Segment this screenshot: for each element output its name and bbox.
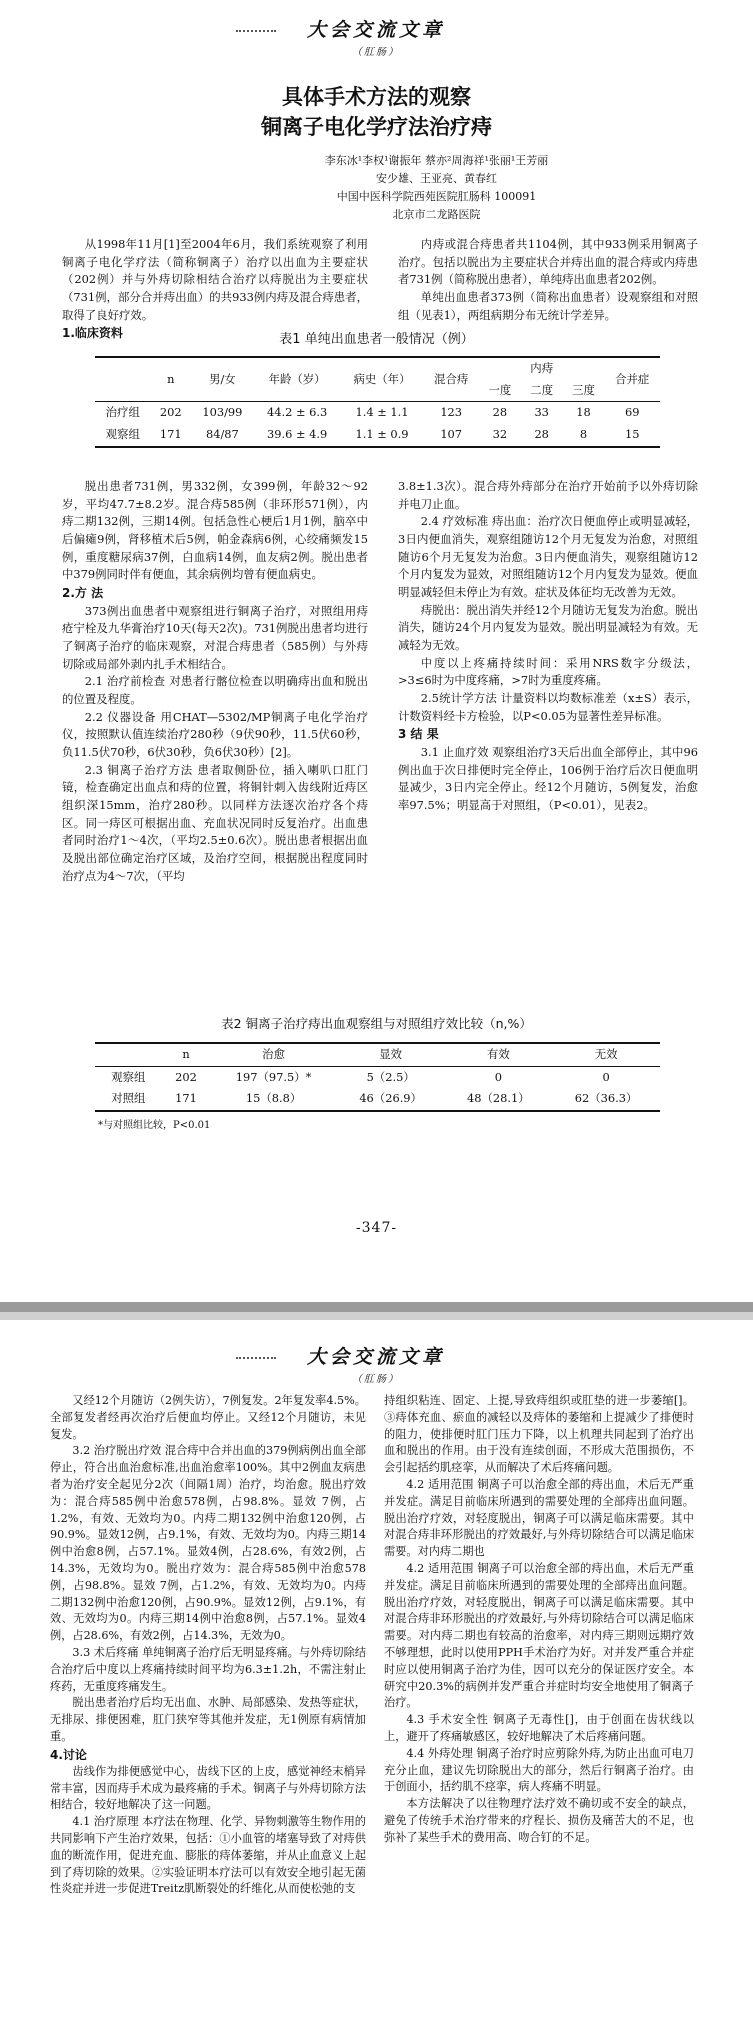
conference-sub: （肛肠） <box>352 47 400 59</box>
t1-cell: 39.6 ± 4.9 <box>266 427 328 442</box>
t1-cell: 1.1 ± 0.9 <box>355 427 409 442</box>
intro-left <box>62 236 368 343</box>
t2-header-marked: 显效 <box>379 1047 403 1061</box>
t1-cell: 202 <box>159 405 182 420</box>
t1-header-age: 年龄（岁） <box>268 371 326 386</box>
t1-header-sex: 男/女 <box>209 371 236 386</box>
t2-cell: 62（36.3） <box>574 1091 638 1106</box>
t1-cell: 28 <box>492 405 508 420</box>
body-paragraph: 2.3 铜离子治疗方法 患者取侧卧位，插入喇叭口肛门镜，检查确定出血点和痔的位置，将铜针刺入齿线附近痔区组织深15mm，治疗280秒。以同样方法逐次治疗各个痔区。同一痔区可根据出血、充血状况同时反复治疗。出血患者同时治疗1～4次，（平均2.5±0.6次）。脱出患者根据出血及脱出部位确定治疗区域，及治疗空间，根据脱出程度同时治疗点为4～7次，（平均 <box>62 762 368 883</box>
authors-line-2: 安少雄、王亚亮、黄春红 <box>376 172 497 185</box>
p2-body-left <box>50 1393 366 1898</box>
body-paragraph: 2.5统计学方法 计量资料以均数标准差（x±S）表示，计数资料经卡方检验，以P<0.05为显著性差异标准。 <box>398 691 698 723</box>
body-paragraph: 3.1 止血疗效 观察组治疗3天后出血全部停止，其中96例出血于次日排便时完全停止，106例于治疗后次日便血明显减少，3日内完全停止。经12个月随访，5例复发，治愈率97.5%；明显高于对照组，（P<0.01），见表2。 <box>398 745 698 813</box>
body-paragraph: 4.2 适用范围 铜离子可以治愈全部的痔出血，术后无严重并发症。满足目前临床所遇到的需要处理的全部痔出血问题。脱出治疗疗效，对轻度脱出，铜离子可以满足临床需要。其中对混合痔非环形脱出的疗效最好,与外痔切除结合可以满足临床需要。对内痔二期也 <box>384 1477 694 1559</box>
body-paragraph: 2.2 仪器设备 用CHAT—5302/MP铜离子电化学治疗仪，按照默认值连续治疗280秒（9伏90秒，11.5伏60秒，负11.5伏70秒，6伏30秒，负6伏30秒）[2]。 <box>62 709 368 759</box>
body-paragraph: 4.3 手术安全性 铜离子无毒性[]，由于创面在齿状线以上，避开了疼痛敏感区，较好地解决了术后疼痛问题。 <box>384 1713 694 1743</box>
body-right <box>398 478 698 815</box>
body-paragraph: 3.8±1.3次）。混合痔外痔部分在治疗开始前予以外痔切除并电刀止血。 <box>398 479 698 511</box>
t2-cell: 观察组 <box>111 1069 146 1084</box>
t1-cell: 28 <box>534 427 549 442</box>
t2-header-ineffective: 无效 <box>594 1047 618 1061</box>
t2-cell: 171 <box>175 1091 197 1106</box>
affiliation-2: 北京市二龙路医院 <box>392 208 481 221</box>
header-dots-left <box>236 1357 276 1360</box>
t1-header-internal: 内痔 <box>530 361 554 375</box>
t1-header-n: n <box>167 371 175 386</box>
page-348 <box>0 1335 753 2044</box>
separator-band-dark <box>0 1302 753 1312</box>
section-heading-clinical: 1.临床资料 <box>62 326 123 341</box>
body-paragraph: 本方法解决了以往物理疗法疗效不确切或不安全的缺点，避免了传统手术治疗带来的疗程长、损伤及痛苦大的不足，也弥补了某些手术的费用高、吻合钉的不足。 <box>384 1797 694 1844</box>
t1-cell: 44.2 ± 6.3 <box>266 405 328 420</box>
t2-cell: 0 <box>602 1069 610 1084</box>
affiliation-1: 中国中医科学院西苑医院肛肠科 100091 <box>336 190 537 203</box>
t2-cell: 197（97.5）* <box>235 1069 312 1084</box>
t1-cell: 18 <box>576 405 591 420</box>
table1 <box>95 356 660 448</box>
t1-cell: 69 <box>624 405 640 420</box>
conference-label: 大会交流文章 <box>306 19 445 41</box>
intro-paragraph: 从1998年11月[1]至2004年6月，我们系统观察了利用铜离子电化学疗法（简称铜离子）治疗以出血为主要症状（202例）并与外痔切除相结合治疗以痔脱出为主要症状（731例，部分合并痔出血）的共933例内痔及混合痔患者，取得了良好疗效。 <box>62 237 368 322</box>
body-paragraph: 4.4 外痔处理 铜离子治疗时应剪除外痔,为防止出血可电刀充分止血，建议先切除脱出大的部分，然后行铜离子治疗。由于创面小，括约肌不痉挛，病人疼痛不明显。 <box>384 1746 694 1794</box>
body-paragraph: 2.1 治疗前检查 对患者行髂位检查以明确痔出血和脱出的位置及程度。 <box>62 674 368 706</box>
t1-sub-1: 一度 <box>488 382 512 397</box>
t1-cell: 103/99 <box>202 405 243 420</box>
title-line-2: 铜离子电化学疗法治疗痔 <box>261 115 492 139</box>
t1-cell: 观察组 <box>105 427 140 442</box>
t1-cell: 32 <box>492 427 508 442</box>
table-row <box>95 1066 660 1088</box>
body-paragraph: 3.2 治疗脱出疗效 混合痔中合并出血的379例病例出血全部停止，符合出血治愈标准,出血治愈率100%。其中2例血友病患者为治疗安全起见分2次（间隔1周）治疗，均治愈。脱出疗效为：混合痔585例中治愈578例，占98.8%。显效 7例，占1.2%，有效、无效均为0。内痔二期132例中治愈120例，占90.9%。显效12例，占9.1%，有效、无效均为0。内痔三期14例中治愈8例，占57.1%。显效4例，占28.6%，有效2例，占14.3%，无效均为0。脱出疗效为：混合痔585例中治愈578例，占98.8%。显效 7例，占1.2%，有效、无效均为0。内痔二期132例中治愈120例，占90.9%。显效12例，占9.1%，有效、无效均为0。内痔三期14例中治愈8例，占57.1%。显效4例，占28.6%，有效2例，占14.3%，无效为0。 <box>50 1444 366 1643</box>
body-paragraph: 4.2 适用范围 铜离子可以治愈全部的痔出血，术后无严重并发症。满足目前临床所遇到的需要处理的全部痔出血问题。脱出治疗疗效，对轻度脱出，铜离子可以满足临床需要。其中对混合痔非环形脱出的疗效最好,与外痔切除结合可以满足临床需要。对内痔二期也有较高的治愈率，对内痔三期则远期疗效不够理想，此时以使用PPH手术治疗为好。对并发严重合并症时应以使用铜离子治疗为佳，因可以充分的保证医疗安全。本研究中20.3%的病例并发严重合并症时均安全地使用了铜离子治疗。 <box>384 1561 694 1710</box>
page-number: -347- <box>355 1220 398 1236</box>
author-block <box>60 152 753 224</box>
t1-cell: 1.4 ± 1.1 <box>355 405 409 420</box>
body-paragraph: 2.4 疗效标准 痔出血：治疗次日便血停止或明显减轻，3日内便血消失，观察组随访12个月无复发为治愈，对照组随访6个月无复发为治愈。3日内便血消失，观察组随访12个月内复发为显效，对照组随访12个月内复发为显效。便血明显减轻但未停止为有效。症状及体征均无改善为无效。 <box>398 514 698 600</box>
t2-header-cured: 治愈 <box>262 1047 285 1061</box>
body-paragraph: 脱出患者731例，男332例，女399例，年龄32～92岁，平均47.7±8.2岁。混合痔585例（非环形571例），内痔二期132例，三期14例。包括急性心梗后1月1例，脑卒中后偏瘫9例，肾移植术后5例，帕金森病6例，心绞痛频发15例，重度糖尿病37例，白血病14例，血友病2例。脱出患者中379例同时伴有便血，其余病例均曾有便血病史。 <box>62 479 368 582</box>
t2-cell: 0 <box>494 1069 502 1084</box>
t2-cell: 5（2.5） <box>366 1069 415 1084</box>
section-heading-discussion: 4.讨论 <box>50 1747 87 1762</box>
intro-right-paragraph-1: 内痔或混合痔患者共1104例，其中933例采用铜离子治疗。包括以脱出为主要症状合并痔出血的混合痔或内痔患者731例（简称脱出患者），单纯痔出血患者202例。 <box>398 237 698 287</box>
t2-cell: 46（26.9） <box>359 1091 422 1106</box>
authors-line-1: 李东冰¹李权¹谢振年 蔡亦²周海祥¹张丽¹王芳丽 <box>324 154 549 167</box>
t1-cell: 171 <box>159 427 182 442</box>
body-paragraph: 3.3 术后疼痛 单纯铜离子治疗后无明显疼痛。与外痔切除结合治疗后中度以上疼痛持续时间平均为6.3±1.2h，不需注射止疼药，无重度疼痛发生。 <box>50 1645 366 1693</box>
t1-sub-2: 二度 <box>530 382 554 397</box>
separator-band-light <box>0 1312 753 1320</box>
article-title <box>0 82 753 142</box>
header-dots-left <box>236 30 276 33</box>
conference-header <box>246 16 506 61</box>
t1-cell: 治疗组 <box>105 405 140 420</box>
body-paragraph: 痔脱出：脱出消失并经12个月随访无复发为治愈。脱出消失，随访24个月内复发为显效。脱出明显减轻为有效。无减轻为无效。 <box>398 602 698 653</box>
conference-sub: （肛肠） <box>352 1374 400 1386</box>
title-line-1: 具体手术方法的观察 <box>282 85 471 109</box>
t1-cell: 15 <box>624 427 640 442</box>
body-left <box>62 478 368 885</box>
t2-cell: 202 <box>175 1069 197 1084</box>
t1-header-history: 病史（年） <box>353 371 411 386</box>
body-paragraph: 中度以上疼痛持续时间：采用NRS数字分级法， >3≤6时为中度疼痛，>7时为重度疼痛。 <box>398 655 698 688</box>
t2-cell: 48（28.1） <box>467 1091 530 1106</box>
table2-caption: 表2 铜离子治疗痔出血观察组与对照组疗效比较（n,%） <box>221 1016 532 1031</box>
t2-cell: 15（8.8） <box>245 1091 302 1106</box>
table2 <box>95 1042 660 1112</box>
t1-cell: 107 <box>440 427 463 442</box>
table-row <box>95 1088 660 1111</box>
p2-body-right <box>384 1393 694 1847</box>
section-heading-methods: 2.方 法 <box>62 586 104 601</box>
t1-header-mixed: 混合痔 <box>434 371 469 386</box>
table2-note: *与对照组比较，P<0.01 <box>98 1120 211 1131</box>
t1-header-complication: 合并症 <box>615 371 650 386</box>
body-paragraph: 齿线作为排便感觉中心，齿线下区的上皮，感觉神经末梢异常丰富，因而痔手术成为最疼痛的手术。铜离子与外痔切除方法相结合，较好地解决了这一问题。 <box>50 1764 366 1812</box>
conference-header <box>246 1343 506 1388</box>
t2-header-n: n <box>182 1047 190 1061</box>
table-row <box>95 424 660 447</box>
body-paragraph: 373例出血患者中观察组进行铜离子治疗，对照组用痔疮宁栓及九华膏治疗10天(每天2次)。731例脱出患者均进行了铜离子治疗的临床观察，对混合痔患者（585例）与外痔切除或局部外剥内扎手术相结合。 <box>62 603 368 671</box>
table-row <box>95 402 660 424</box>
t1-cell: 123 <box>440 405 463 420</box>
body-paragraph: 4.1 治疗原理 本疗法在物理、化学、异物刺激等生物作用的共同影响下产生治疗效果，包括：①小血管的堵塞导致了对痔供血的断流作用，促进充血、膨胀的痔体萎缩，并从止血意义上起到了痔切除的效果。②实验证明本疗法可以有效安全地引起无菌性炎症并进一步促进Treitz肌断裂处的纤维化,从而使松弛的支 <box>50 1815 366 1896</box>
body-paragraph: 持组织粘连、固定、上提,导致痔组织或肛垫的进一步萎缩[]。③痔体充血、瘀血的减轻以及痔体的萎缩和上提减少了排便时的阻力，使排便时肛门压力下降，以上机理共同起到了治疗出血和脱出的作用。由于没有连续创面，不形成大范围损伤，不会引起括约肌痉挛，从而解决了术后疼痛问题。 <box>384 1394 694 1475</box>
body-paragraph: 又经12个月随访（2例失访），7例复发。2年复发率4.5%。全部复发者经再次治疗后便血均停止。又经12个月随访，未见复发。 <box>50 1394 366 1441</box>
section-heading-results: 3 结 果 <box>398 727 439 742</box>
intro-right-paragraph-2: 单纯出血患者373例（简称出血患者）设观察组和对照组（见表1），两组病期分布无统计学差异。 <box>398 290 698 322</box>
body-paragraph: 脱出患者治疗后均无出血、水肿、局部感染、发热等症状，无排尿、排便困难，肛门狭窄等其他并发症，无1例原有病情加重。 <box>50 1696 366 1743</box>
conference-label: 大会交流文章 <box>306 1346 445 1368</box>
t1-sub-3: 三度 <box>572 382 595 397</box>
t2-cell: 对照组 <box>111 1091 146 1106</box>
intro-right <box>398 236 698 324</box>
page-separator <box>0 1290 753 1335</box>
t2-header-effective: 有效 <box>486 1047 510 1061</box>
table1-caption: 表1 单纯出血患者一般情况（例） <box>279 332 474 347</box>
t1-cell: 33 <box>534 405 549 420</box>
t1-cell: 84/87 <box>205 427 239 442</box>
t1-cell: 8 <box>579 427 588 442</box>
